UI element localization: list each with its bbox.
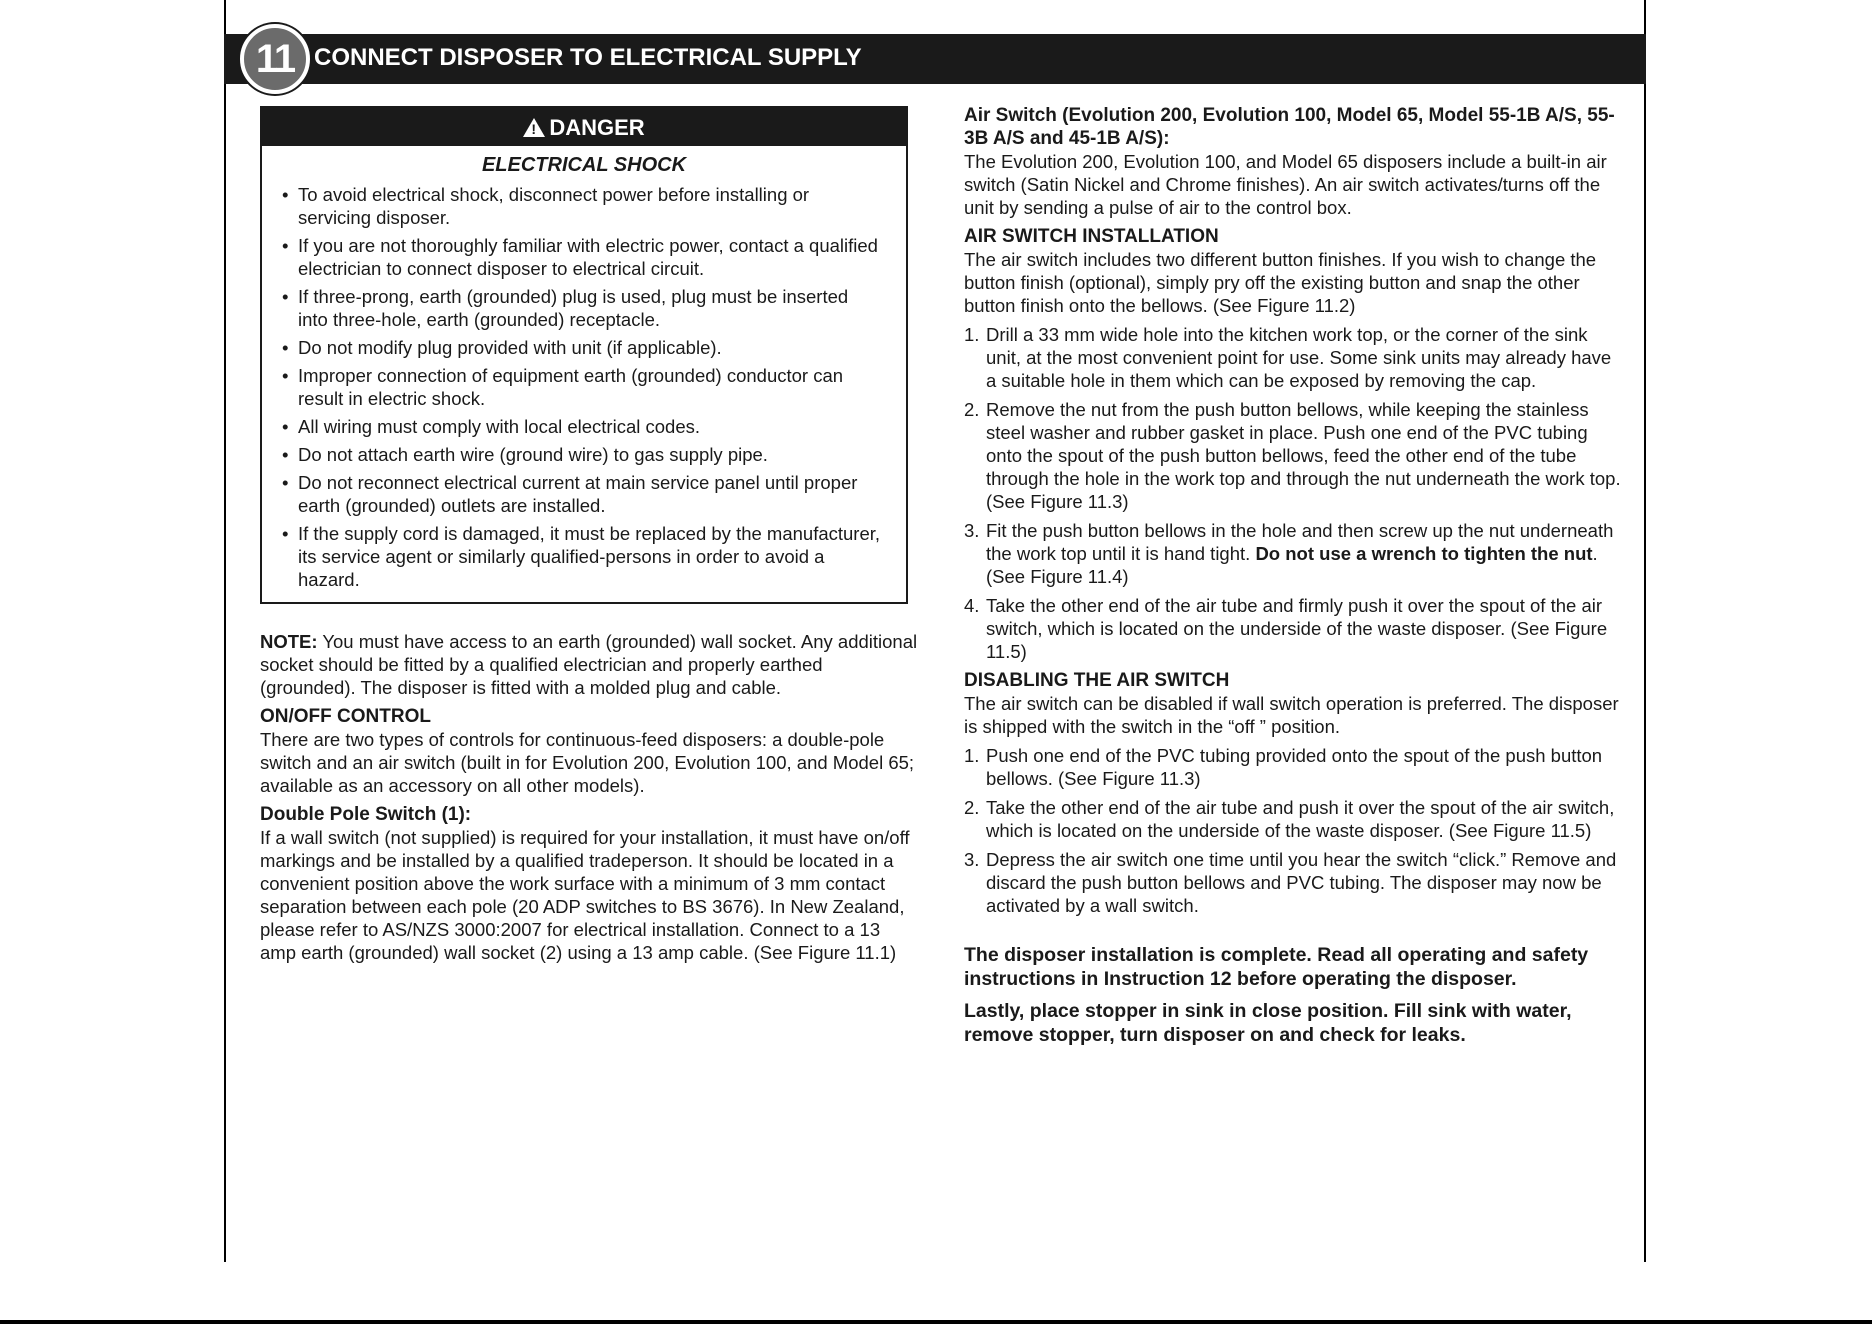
installation-complete-text: The disposer installation is complete. Read all operating and safety instructions in Instruction 12 before operating the disposer.	[964, 944, 1589, 990]
danger-item: • If the supply cord is damaged, it must be replaced by the manufacturer, its service agent or similarly qualified-persons in order to avoid a hazard.	[282, 522, 882, 591]
onoff-control-heading: ON/OFF CONTROL	[260, 706, 431, 727]
danger-item: • Improper connection of equipment earth (grounded) conductor can result in electric shock.	[282, 364, 882, 410]
air-switch-text: The Evolution 200, Evolution 100, and Model 65 disposers include a built-in air switch (Satin Nickel and Chrome finishes). An air switch activates/turns off the unit by sending a pulse of air to the control box.	[964, 151, 1607, 218]
step-text: Depress the air switch one time until you hear the switch “click.” Remove and discard the push button bellows and PVC tubing. The disposer may now be activated by a wall switch.	[986, 849, 1617, 916]
installation-steps	[964, 323, 1624, 663]
disabling-steps	[964, 744, 1624, 917]
danger-item: • Do not reconnect electrical current at main service panel until proper earth (grounded) outlets are installed.	[282, 471, 882, 517]
step-text: Drill a 33 mm wide hole into the kitchen work top, or the corner of the sink unit, at the most convenient point for use. Some sink units may already have a suitable hole in them which can be exposed by removing the cap.	[986, 324, 1612, 391]
installation-step	[964, 323, 1624, 392]
danger-item: • All wiring must comply with local electrical codes.	[282, 415, 882, 438]
installation-step	[964, 519, 1624, 588]
right-border-line	[1644, 0, 1646, 1262]
section-title: CONNECT DISPOSER TO ELECTRICAL SUPPLY	[314, 44, 862, 71]
installation-step	[964, 594, 1624, 663]
warning-triangle-icon	[523, 118, 545, 137]
step-text: Push one end of the PVC tubing provided onto the spout of the push button bellows. (See Figure 11.3)	[986, 745, 1603, 789]
danger-item: • Do not attach earth wire (ground wire) to gas supply pipe.	[282, 443, 882, 466]
disabling-step	[964, 848, 1624, 917]
step-number: 3.	[964, 849, 980, 870]
step-text: Take the other end of the air tube and firmly push it over the spout of the air switch, which is located on the underside of the waste disposer. (See Figure 11.5)	[986, 595, 1608, 662]
disabling-step	[964, 744, 1624, 790]
left-border-line	[224, 0, 226, 1262]
double-pole-switch-heading: Double Pole Switch (1):	[260, 804, 472, 825]
danger-header	[262, 108, 906, 146]
danger-subtitle: ELECTRICAL SHOCK	[481, 154, 687, 176]
danger-item: • To avoid electrical shock, disconnect power before installing or servicing disposer.	[282, 183, 882, 229]
step-number-badge: 11	[240, 24, 310, 94]
disabling-air-switch-text: The air switch can be disabled if wall switch operation is preferred. The disposer is shipped with the switch in the “off ” position.	[964, 693, 1619, 737]
note-paragraph	[260, 630, 920, 699]
danger-label: DANGER	[549, 115, 645, 140]
installation-step	[964, 398, 1624, 513]
step-number: 2.	[964, 399, 980, 420]
step-text: Fit the push button bellows in the hole and then screw up the nut underneath the work top until it is hand tight.	[986, 520, 1614, 564]
step-text-after: . (See Figure 11.4)	[986, 543, 1598, 587]
right-column	[964, 104, 1624, 1047]
step-number: 3.	[964, 520, 980, 541]
step-number: 2.	[964, 797, 980, 818]
step-number: 1.	[964, 745, 980, 766]
step-number: 1.	[964, 324, 980, 345]
air-switch-installation-text: The air switch includes two different button finishes. If you wish to change the button finish (optional), simply pry off the existing button and snap the other button finish onto the bellows. (See Figure 11.2)	[964, 249, 1597, 316]
step-number: 4.	[964, 595, 980, 616]
danger-item: • Do not modify plug provided with unit (if applicable).	[282, 336, 882, 359]
step-text: Remove the nut from the push button bellows, while keeping the stainless steel washer and rubber gasket in place. Push one end of the PVC tubing onto the spout of the push button bellows, feed the other end of the tube through the hole in the work top and through the nut underneath the work top. (See Figure 11.3)	[986, 399, 1621, 512]
disabling-step	[964, 796, 1624, 842]
danger-item: • If you are not thoroughly familiar with electric power, contact a qualified electrician to connect disposer to electrical circuit.	[282, 234, 882, 280]
onoff-control-text: There are two types of controls for continuous-feed disposers: a double-pole switch and an air switch (built in for Evolution 200, Evolution 100, and Model 65; available as an accessory on all other models).	[260, 729, 915, 796]
step-warning-text: Do not use a wrench to tighten the nut	[1255, 543, 1593, 564]
air-switch-installation-heading: AIR SWITCH INSTALLATION	[964, 226, 1219, 247]
danger-warning-box	[260, 106, 908, 604]
step-text: Take the other end of the air tube and push it over the spout of the air switch, which is located on the underside of the waste disposer. (See Figure 11.5)	[986, 797, 1615, 841]
danger-list	[262, 183, 906, 591]
air-switch-heading: Air Switch (Evolution 200, Evolution 100, Model 65, Model 55-1B A/S, 55-3B A/S and 45-1B A/S):	[964, 105, 1615, 149]
left-column	[260, 630, 920, 964]
double-pole-switch-text: If a wall switch (not supplied) is required for your installation, it must have on/off markings and be installed by a qualified tradeperson. It should be located in a convenient position above the work surface with a minimum of 3 mm contact separation between each pole (20 ADP switches to BS 3676). In New Zealand, please refer to AS/NZS 3000:2007 for electrical installation. Connect to a 13 amp earth (grounded) wall socket (2) using a 13 amp cable. (See Figure 11.1)	[260, 827, 910, 963]
danger-item: • If three-prong, earth (grounded) plug is used, plug must be inserted into three-hole, earth (grounded) receptacle.	[282, 285, 882, 331]
note-text: You must have access to an earth (grounded) wall socket. Any additional socket should be fitted by a qualified electrician and properly earthed (grounded). The disposer is fitted with a molded plug and cable.	[260, 631, 918, 698]
final-check-text: Lastly, place stopper in sink in close position. Fill sink with water, remove stopper, turn disposer on and check for leaks.	[964, 1000, 1572, 1046]
disabling-air-switch-heading: DISABLING THE AIR SWITCH	[964, 670, 1230, 691]
bottom-border-line	[0, 1320, 1872, 1324]
note-label: NOTE:	[260, 631, 318, 652]
